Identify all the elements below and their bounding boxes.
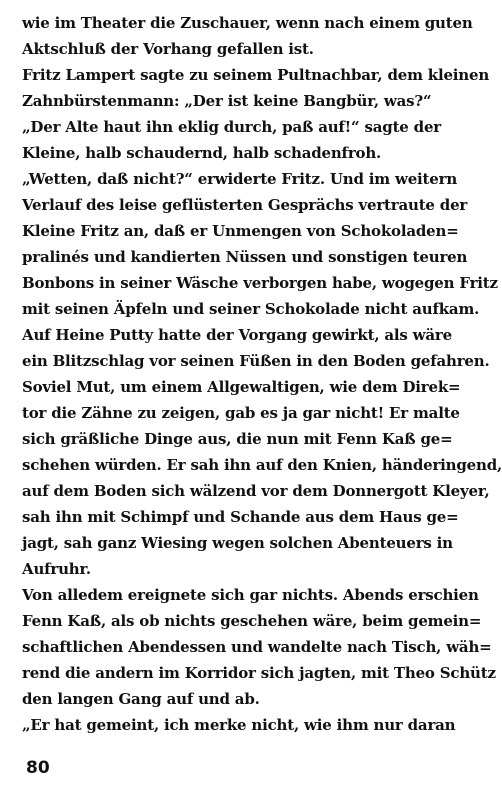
text-line: Von alledem ereignete sich gar nichts. Abends erschien xyxy=(22,586,479,604)
text-line: tor die Zähne zu zeigen, gab es ja gar nicht! Er malte xyxy=(22,404,460,422)
text-line: „Der Alte haut ihn eklig durch, paß auf!“ sagte der xyxy=(22,118,441,136)
text-line: Bonbons in seiner Wäsche verborgen habe, wogegen Fritz xyxy=(22,274,498,292)
text-line: Fritz Lampert sagte zu seinem Pultnachbar, dem kleinen xyxy=(22,66,490,84)
text-line: ein Blitzschlag vor seinen Füßen in den Boden gefahren. xyxy=(22,352,490,370)
text-line: Aktschluß der Vorhang gefallen ist. xyxy=(22,40,314,58)
text-line: wie im Theater die Zuschauer, wenn nach einem guten xyxy=(22,14,473,32)
text-line: Verlauf des leise geflüsterten Gesprächs vertraute der xyxy=(22,196,468,214)
book-page xyxy=(22,10,502,790)
text-line: Zahnbürstenmann: „Der ist keine Bangbür, was?“ xyxy=(22,92,432,110)
text-line: jagt, sah ganz Wiesing wegen solchen Abenteuers in xyxy=(22,534,453,552)
text-line: Soviel Mut, um einem Allgewaltigen, wie dem Direk= xyxy=(22,378,461,396)
text-line: auf dem Boden sich wälzend vor dem Donnergott Kleyer, xyxy=(22,482,490,500)
text-line: rend die andern im Korridor sich jagten, mit Theo Schütz xyxy=(22,664,496,682)
text-line: „Er hat gemeint, ich merke nicht, wie ihm nur daran xyxy=(22,716,456,734)
text-line: schehen würden. Er sah ihn auf den Knien, händeringend, xyxy=(22,456,502,474)
text-line: sich gräßliche Dinge aus, die nun mit Fenn Kaß ge= xyxy=(22,430,453,448)
text-line: mit seinen Äpfeln und seiner Schokolade nicht aufkam. xyxy=(22,300,480,318)
text-line: Fenn Kaß, als ob nichts geschehen wäre, beim gemein= xyxy=(22,612,482,630)
text-line: Kleine Fritz an, daß er Unmengen von Schokoladen= xyxy=(22,222,459,240)
text-line: Auf Heine Putty hatte der Vorgang gewirkt, als wäre xyxy=(22,326,452,344)
text-line: Aufruhr. xyxy=(22,560,91,578)
text-line: Kleine, halb schaudernd, halb schadenfroh. xyxy=(22,144,382,162)
text-line: sah ihn mit Schimpf und Schande aus dem Haus ge= xyxy=(22,508,459,526)
text-line: schaftlichen Abendessen und wandelte nach Tisch, wäh= xyxy=(22,638,492,656)
text-line: den langen Gang auf und ab. xyxy=(22,690,260,708)
text-line: pralinés und kandierten Nüssen und sonstigen teuren xyxy=(22,248,468,266)
page-number: 80 xyxy=(26,758,50,778)
text-line: „Wetten, daß nicht?“ erwiderte Fritz. Und im weitern xyxy=(22,170,458,188)
